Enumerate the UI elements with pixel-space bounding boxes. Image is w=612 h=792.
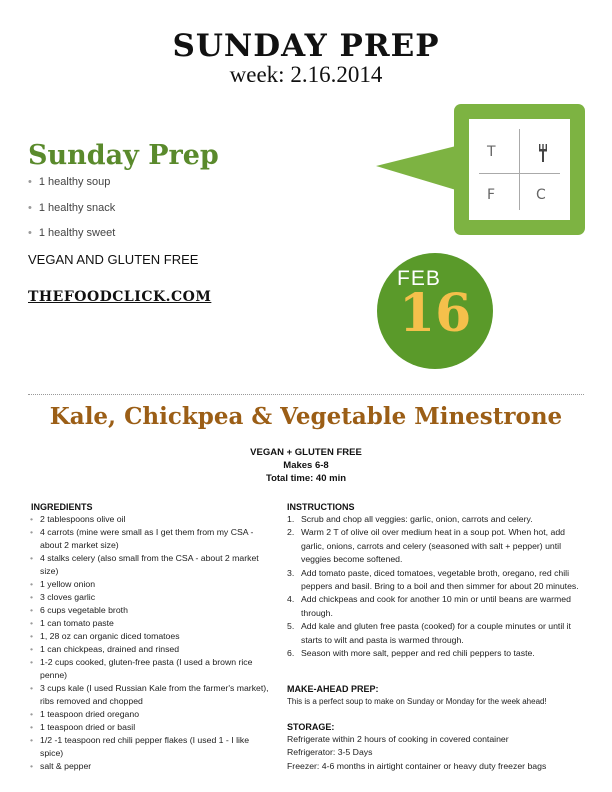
date-badge <box>377 253 493 369</box>
list-item: • 1 healthy snack <box>28 198 115 224</box>
step-text: Add kale and gluten free pasta (cooked) for a couple minutes or until it starts to wilt and pasta is warmed through. <box>301 621 571 645</box>
page-title: SUNDAY PREP <box>172 28 440 64</box>
list-item: • 2 tablespoons olive oil <box>30 513 270 526</box>
site-link[interactable]: THEFOODCLICK.COM <box>28 289 212 305</box>
list-item: • 1/2 -1 teaspoon red chili pepper flakes (I used 1 - I like spice) <box>30 734 270 760</box>
brand-logo <box>372 104 587 238</box>
step-number: 6. <box>287 648 295 659</box>
step-number: 3. <box>287 567 295 578</box>
list-item <box>287 567 587 594</box>
storage-list <box>287 733 587 773</box>
list-item: • 3 cups kale (I used Russian Kale from the farmer's market), ribs removed and chopped <box>30 682 270 708</box>
recipe-time: Total time: 40 min <box>265 473 347 484</box>
list-item: • 1 teaspoon dried oregano <box>30 708 270 721</box>
list-item: • 6 cups vegetable broth <box>30 604 270 617</box>
list-item: • 1 healthy sweet <box>28 223 115 249</box>
make-ahead-text: This is a perfect soup to make on Sunday or Monday for the week ahead! <box>287 697 547 706</box>
list-item: • 1 yellow onion <box>30 578 270 591</box>
storage-heading: STORAGE: <box>287 722 335 732</box>
step-number: 5. <box>287 621 295 632</box>
list-item <box>287 620 587 647</box>
diet-tag: VEGAN AND GLUTEN FREE <box>28 252 199 267</box>
list-item: • 4 stalks celery (also small from the CSA - about 2 market size) <box>30 552 270 578</box>
list-item: • salt & pepper <box>30 760 270 773</box>
ingredients-heading: INGREDIENTS <box>31 502 93 512</box>
speech-pointer-icon <box>372 104 462 238</box>
step-number: 2. <box>287 527 295 538</box>
divider <box>28 394 584 395</box>
list-item: Refrigerate within 2 hours of cooking in covered container <box>287 734 509 744</box>
list-item: • 1-2 cups cooked, gluten-free pasta (I used a brown rice penne) <box>30 656 270 682</box>
list-item: • 1 healthy soup <box>28 172 115 198</box>
list-item: Freezer: 4-6 months in airtight container or heavy duty freezer bags <box>287 760 547 771</box>
list-item: • 4 carrots (mine were small as I get them from my CSA - about 2 market size) <box>30 526 270 552</box>
step-text: Add chickpeas and cook for another 10 min or until beans are warmed through. <box>301 594 571 618</box>
logo-card <box>454 104 585 235</box>
section-heading: Sunday Prep <box>28 140 219 171</box>
step-number: 4. <box>287 594 295 605</box>
logo-letter-c: C <box>536 187 546 203</box>
list-item <box>287 647 587 660</box>
step-text: Scrub and chop all veggies: garlic, onion, carrots and celery. <box>301 514 533 524</box>
instructions-list <box>287 513 587 660</box>
logo-letter-f: F <box>487 187 496 203</box>
list-item <box>287 513 587 526</box>
list-item: • 3 cloves garlic <box>30 591 270 604</box>
step-text: Warm 2 T of olive oil over medium heat in a soup pot. When hot, add garlic, onions, carrots and celery (seasoned with salt + pepper) until veggies become softened. <box>301 527 565 565</box>
recipe-title: Kale, Chickpea & Vegetable Minestrone <box>49 403 563 430</box>
fork-icon <box>538 144 548 162</box>
recipe-meta <box>0 446 612 485</box>
list-item: • 1 can tomato paste <box>30 617 270 630</box>
step-number: 1. <box>287 514 295 524</box>
recipe-diet: VEGAN + GLUTEN FREE <box>250 447 362 458</box>
step-text: Season with more salt, pepper and red chili peppers to taste. <box>301 648 535 659</box>
logo-grid <box>469 119 570 220</box>
date-month: FEB <box>397 267 441 290</box>
list-item: Refrigerator: 3-5 Days <box>287 747 373 758</box>
prep-list <box>28 172 115 249</box>
list-item: • 1 can chickpeas, drained and rinsed <box>30 643 270 656</box>
step-text: Add tomato paste, diced tomatoes, vegetable broth, oregano, red chili peppers and basil. Bring to a boil and then simmer for about 20 minutes. <box>301 567 579 592</box>
date-day: 16 <box>399 283 472 344</box>
list-item: • 1 teaspoon dried or basil <box>30 721 270 734</box>
list-item <box>287 593 587 620</box>
week-subtitle: week: 2.16.2014 <box>229 62 383 87</box>
ingredients-list <box>30 513 270 773</box>
make-ahead-heading: MAKE-AHEAD PREP: <box>287 684 379 694</box>
logo-letter-t: T <box>487 144 496 160</box>
instructions-heading: INSTRUCTIONS <box>287 502 355 512</box>
recipe-yield: Makes 6-8 <box>283 460 329 471</box>
list-item <box>287 526 587 566</box>
list-item: • 1, 28 oz can organic diced tomatoes <box>30 630 270 643</box>
